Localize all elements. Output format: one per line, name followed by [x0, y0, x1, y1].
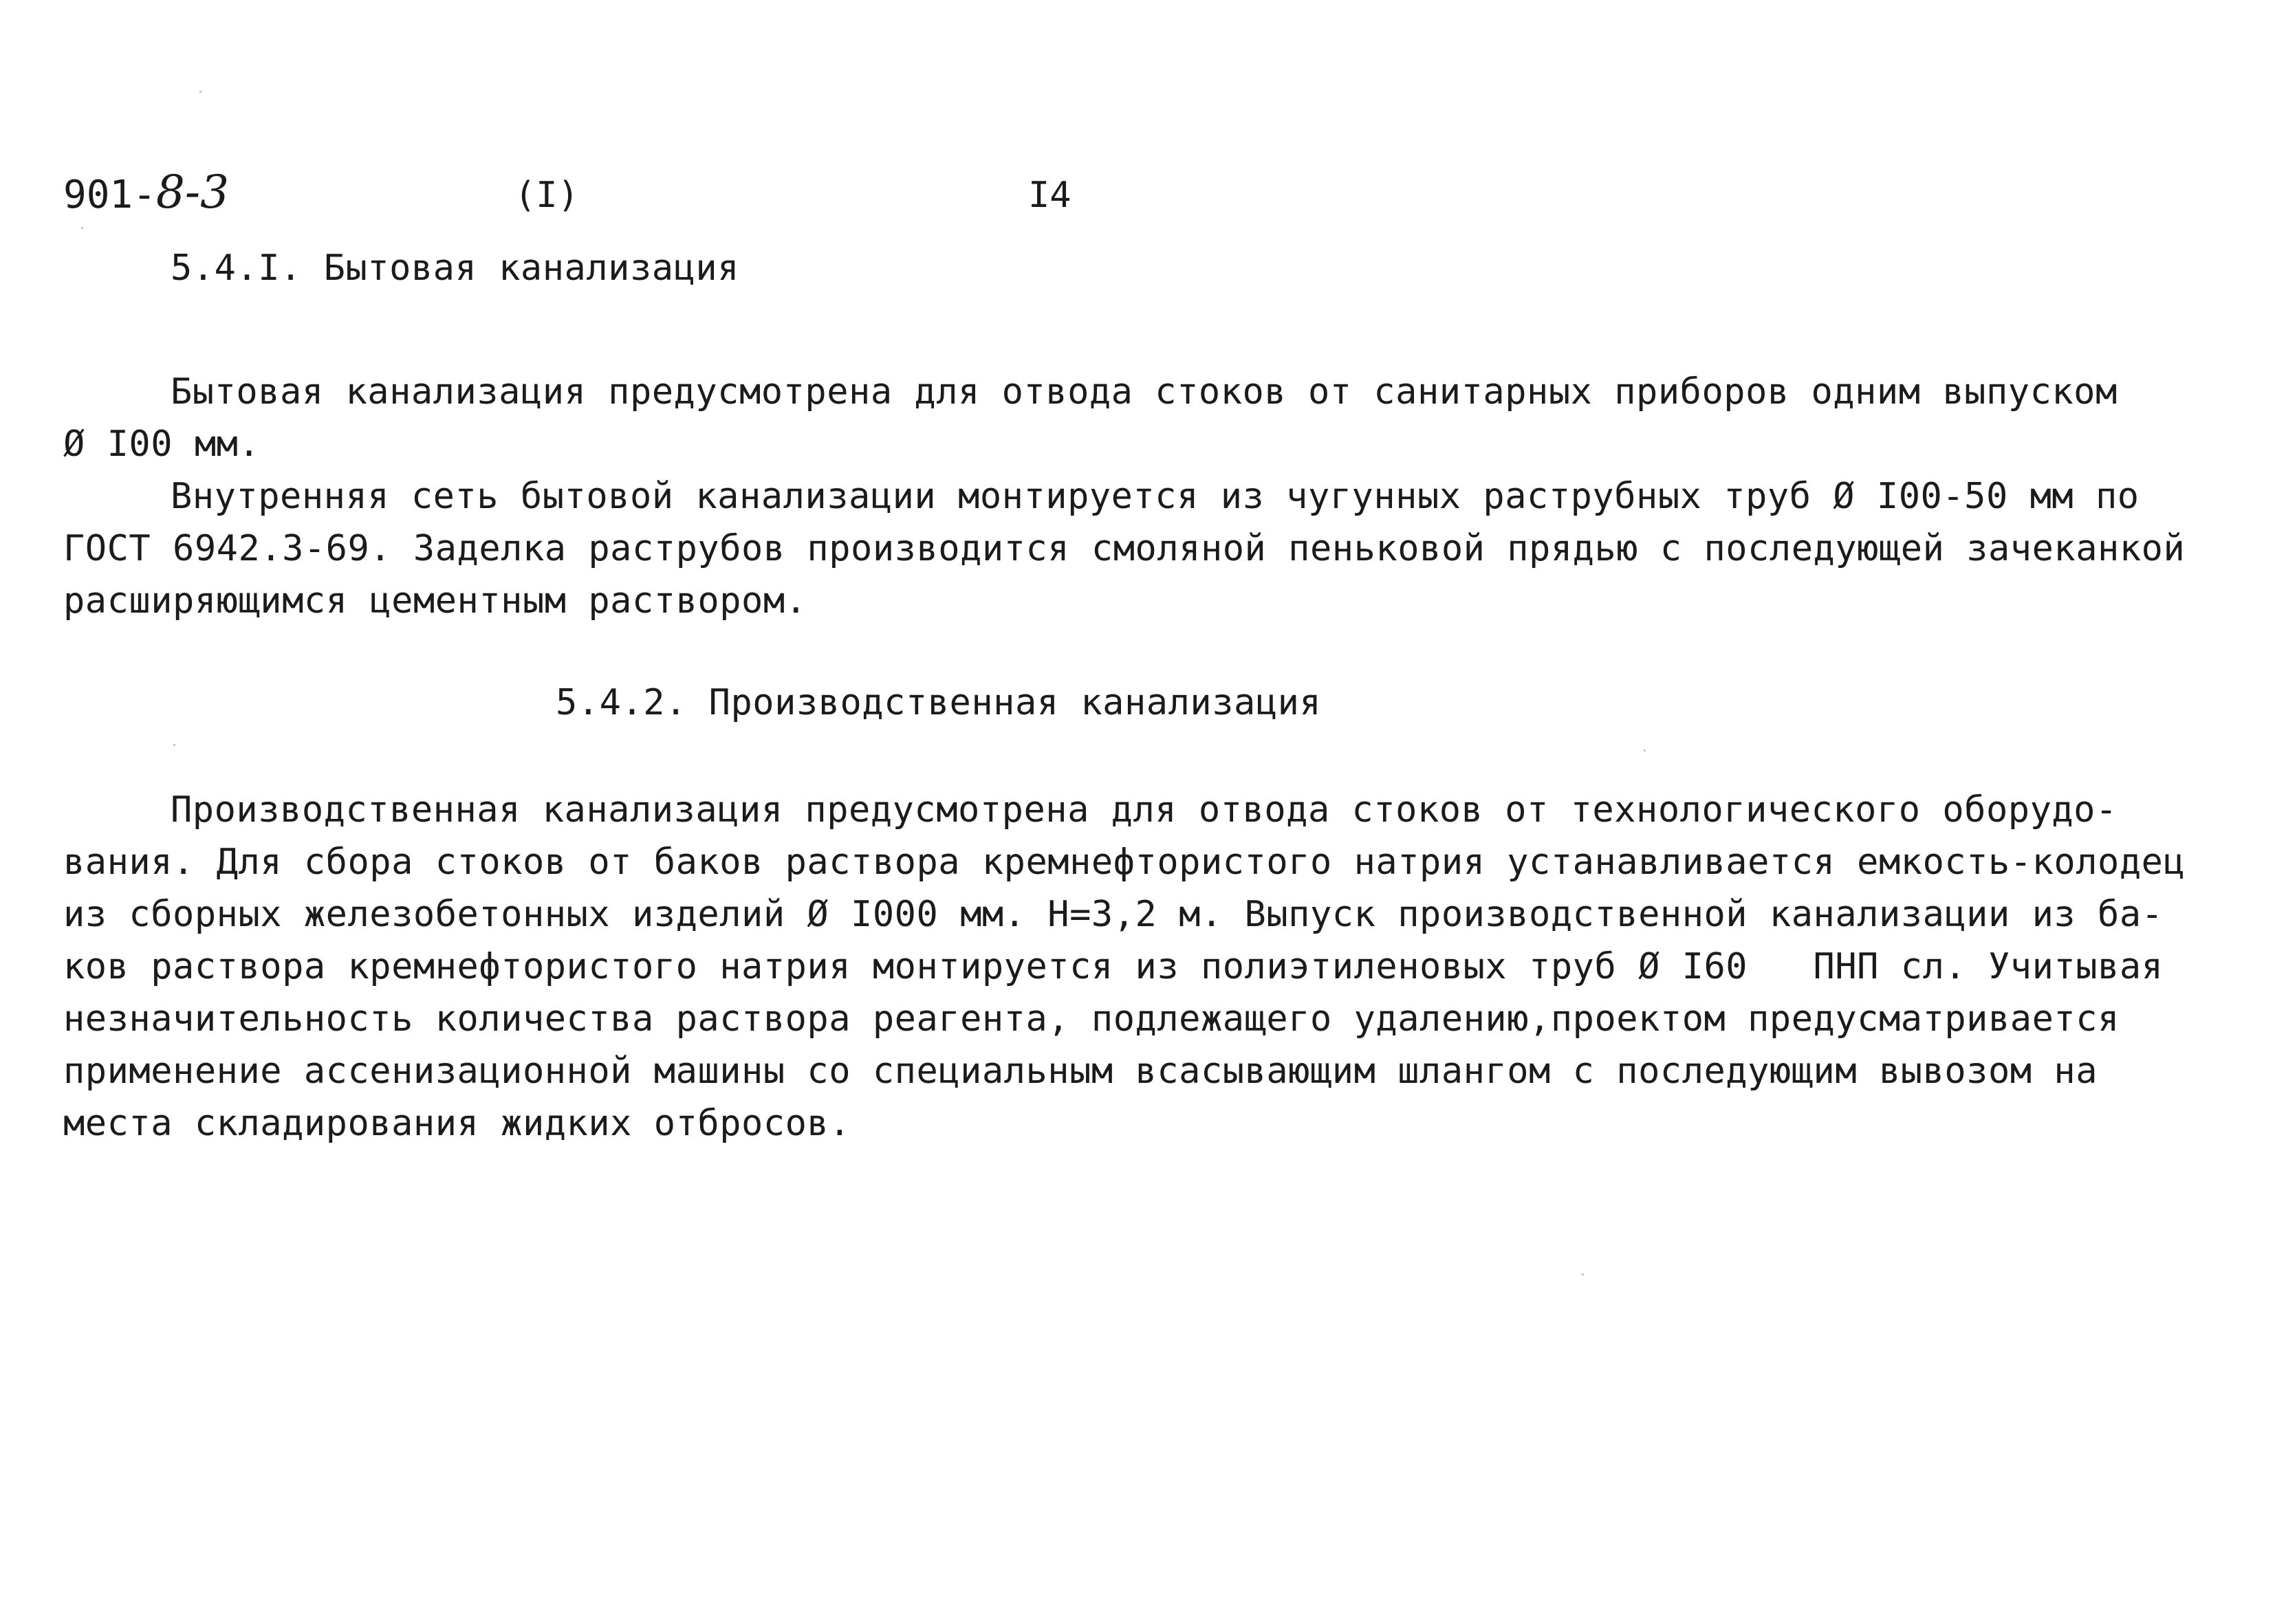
paragraph-line: применение ассенизационной машины со специальным всасывающим шлангом с последующим вывозом на — [63, 1051, 2098, 1092]
scan-speck — [1644, 749, 1646, 751]
paragraph-line: вания. Для сбора стоков от баков раствора кремнефтористого натрия устанавливается емкость-колодец — [63, 842, 2186, 883]
scan-speck — [199, 91, 202, 93]
scan-speck — [81, 227, 83, 229]
paragraph-line: ГОСТ 6942.3-69. Заделка раструбов производится смоляной пеньковой прядью с последующей зачеканкой — [63, 528, 2186, 569]
document-code-handwritten: 8-3 — [155, 166, 230, 219]
scan-speck — [173, 744, 175, 746]
paragraph-line: Внутренняя сеть бытовой канализации монтируется из чугунных раструбных труб Ø I00-50 мм по — [171, 476, 2140, 517]
section-heading-industrial-sewer: 5.4.2. Производственная канализация — [556, 682, 1322, 723]
paragraph-line: расширяющимся цементным раствором. — [63, 580, 807, 622]
paragraph-line: незначительность количества раствора реагента, подлежащего удалению,проектом предусматривается — [63, 998, 2120, 1040]
document-code — [63, 166, 230, 219]
document-part: (I) — [514, 175, 579, 216]
paragraph-line: места складирования жидких отбросов. — [63, 1103, 851, 1144]
paragraph-line: Ø I00 мм. — [63, 424, 261, 465]
scan-speck — [1582, 1273, 1584, 1275]
paragraph-line: Бытовая канализация предусмотрена для отвода стоков от санитарных приборов одним выпуском — [171, 371, 2118, 413]
page-number: I4 — [1028, 175, 1071, 216]
paragraph-line: Производственная канализация предусмотрена для отвода стоков от технологического оборудо- — [171, 789, 2118, 831]
section-heading-domestic-sewer: 5.4.I. Бытовая канализация — [171, 248, 739, 289]
paragraph-line: ков раствора кремнефтористого натрия монтируется из полиэтиленовых труб Ø I60 ПНП сл. Учитывая — [63, 946, 2164, 987]
document-code-prefix: 901- — [63, 173, 156, 217]
paragraph-line: из сборных железобетонных изделий Ø I000 мм. Н=3,2 м. Выпуск производственной канализации из ба- — [63, 894, 2164, 935]
